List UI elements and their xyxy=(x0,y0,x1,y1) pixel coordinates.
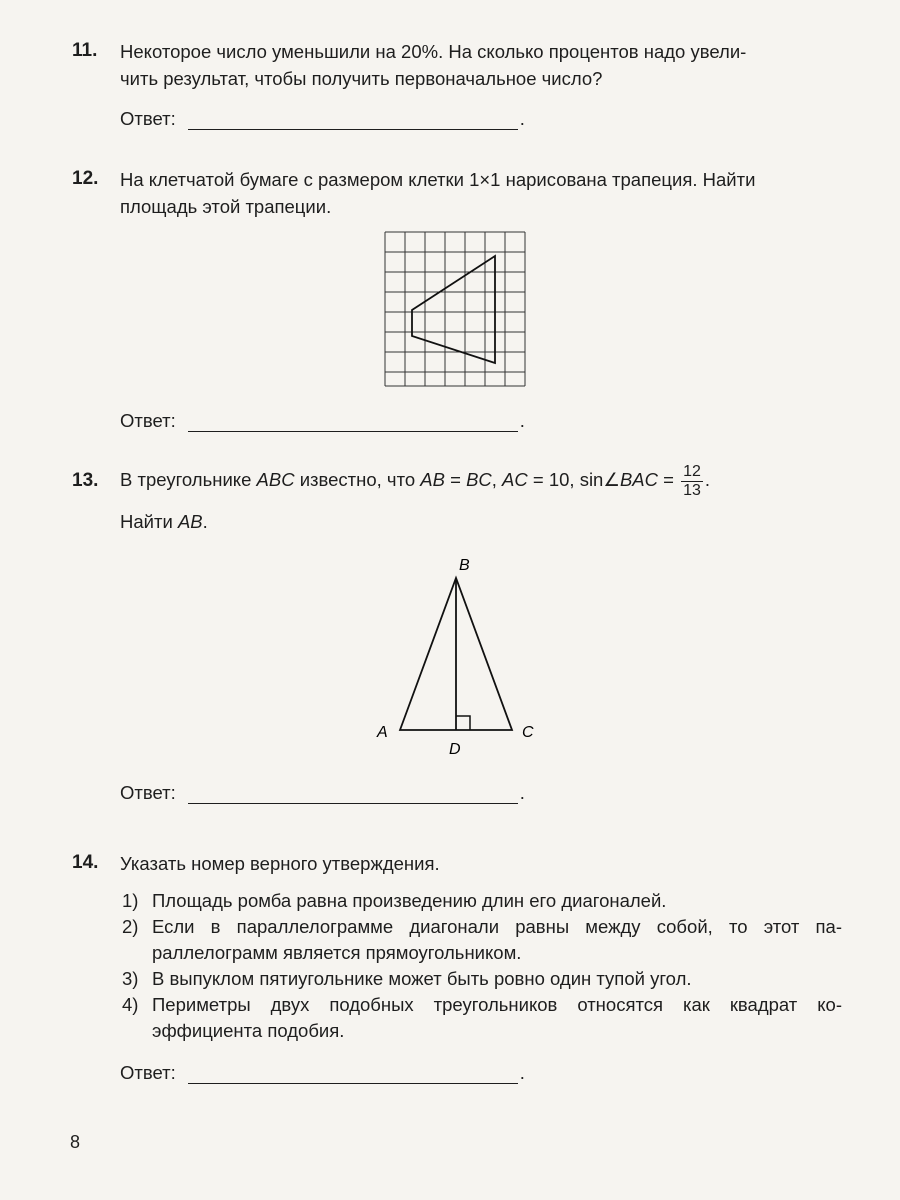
answer-label: Ответ: xyxy=(120,410,176,431)
option-number: 3) xyxy=(122,968,139,989)
grid-lines xyxy=(385,232,525,386)
problem-14-options xyxy=(122,888,842,1044)
right-angle-mark xyxy=(456,716,470,730)
answer-blank[interactable] xyxy=(188,111,518,130)
problem-12-line-1: На клетчатой бумаге с размером клетки 1×1 нарисована трапеция. Найти xyxy=(120,169,756,190)
problem-13-line-1 xyxy=(120,460,842,500)
problem-11-line-2: чить результат, чтобы получить первоначальное число? xyxy=(120,68,603,89)
problem-13-answer: Ответ: . xyxy=(120,782,525,803)
label-d: D xyxy=(449,741,461,758)
problem-12-answer: Ответ: . xyxy=(120,410,525,431)
problem-12-number: 12. xyxy=(72,168,99,189)
answer-blank[interactable] xyxy=(188,785,518,804)
triangle-name: ABC xyxy=(256,469,295,490)
problem-11-number: 11. xyxy=(72,40,98,61)
period: . xyxy=(202,511,208,532)
label-c: C xyxy=(522,724,534,741)
option-text: Если в параллелограмме диагонали равны между собой, то этот параллелограмм является прямоугольником. xyxy=(152,916,842,963)
option-2[interactable] xyxy=(122,914,842,966)
period: . xyxy=(704,469,711,490)
problem-13-line-2 xyxy=(120,508,842,535)
trapezoid-grid-figure xyxy=(380,228,530,390)
option-number: 2) xyxy=(122,916,139,937)
segment-ab: AB xyxy=(420,469,445,490)
comma: , xyxy=(491,469,503,490)
fraction-denominator: 13 xyxy=(683,481,701,499)
answer-blank[interactable] xyxy=(188,413,518,432)
problem-13-text-b: известно, что xyxy=(294,469,421,490)
option-text: Периметры двух подобных треугольников относятся как квадрат коэффициента подобия. xyxy=(152,994,842,1041)
fraction-12-13 xyxy=(681,463,703,500)
page-number: 8 xyxy=(70,1132,81,1152)
equals-sign: = xyxy=(444,469,467,490)
label-b: B xyxy=(459,557,470,574)
problem-11-answer: Ответ: . xyxy=(120,108,525,129)
problem-12-line-2: площадь этой трапеции. xyxy=(120,196,332,217)
answer-label: Ответ: xyxy=(120,108,176,129)
segment-ac: AC xyxy=(502,469,528,490)
fraction-numerator: 12 xyxy=(683,462,701,480)
answer-blank[interactable] xyxy=(188,1065,518,1084)
triangle-figure xyxy=(370,550,550,765)
problem-12-text xyxy=(120,166,842,220)
problem-14-number: 14. xyxy=(72,852,99,873)
segment-bc: BC xyxy=(466,469,492,490)
option-number: 4) xyxy=(122,994,139,1015)
problem-13-find: Найти xyxy=(120,511,178,532)
equals-sign: = xyxy=(657,469,680,490)
answer-label: Ответ: xyxy=(120,1062,176,1083)
option-text: В выпуклом пятиугольнике может быть ровно один тупой угол. xyxy=(152,968,692,989)
sin-text: = 10, sin∠ xyxy=(527,469,620,490)
label-a: A xyxy=(377,724,388,741)
problem-11-line-1: Некоторое число уменьшили на 20%. На сколько процентов надо увели- xyxy=(120,41,747,62)
option-4[interactable] xyxy=(122,992,842,1044)
option-number: 1) xyxy=(122,890,139,911)
problem-14-intro: Указать номер верного утверждения. xyxy=(120,853,440,874)
option-1[interactable] xyxy=(122,888,842,914)
option-text: Площадь ромба равна произведению длин его диагоналей. xyxy=(152,890,667,911)
segment-ab-target: AB xyxy=(177,511,203,532)
problem-13-number: 13. xyxy=(72,470,99,491)
problem-13-text-a: В треугольнике xyxy=(120,469,257,490)
option-3[interactable] xyxy=(122,966,842,992)
answer-label: Ответ: xyxy=(120,782,176,803)
problem-11-text xyxy=(120,38,842,92)
problem-14-answer: Ответ: . xyxy=(120,1062,525,1083)
angle-bac: BAC xyxy=(619,469,658,490)
